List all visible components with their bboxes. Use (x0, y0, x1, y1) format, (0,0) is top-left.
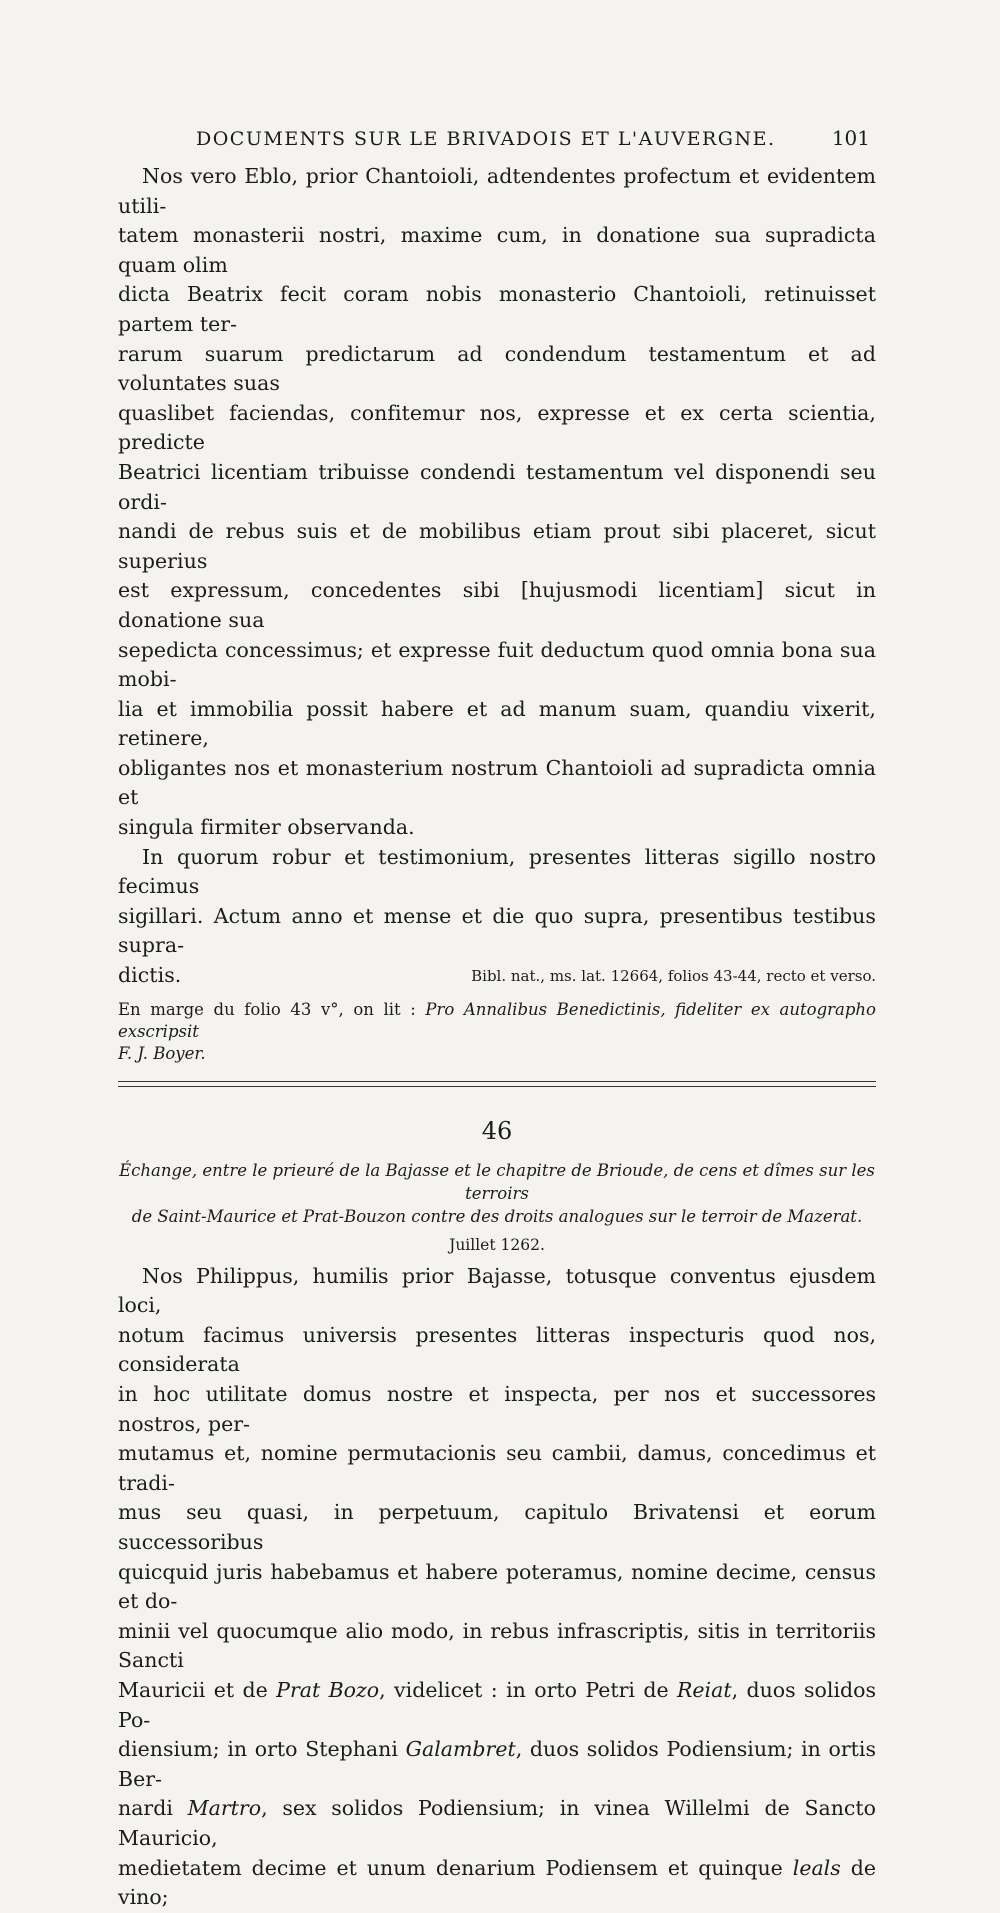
person-name-italic: Galambret (405, 1737, 516, 1762)
paragraph-line: lia et immobilia possit habere et ad manum suam, quandiu vixerit, retinere, (118, 696, 876, 751)
text-run: de vino; (118, 1855, 876, 1910)
place-name-italic: Reiat (676, 1677, 732, 1702)
paragraph-line: est expressum, concedentes sibi [hujusmodi licentiam] sicut in donatione sua (118, 578, 876, 632)
paragraph-line: sigillari. Actum anno et mense et die quo supra, presentibus testibus supra- (118, 903, 876, 958)
paragraph-line (118, 1854, 876, 1913)
text-run: , sex solidos Podiensium; in vinea Willelmi de Sancto Mauricio, (118, 1796, 876, 1850)
document-date: Juillet 1262. (449, 1235, 545, 1254)
note-prefix: En marge du folio 43 v°, on lit : (118, 999, 426, 1019)
document-number: 46 (481, 1116, 513, 1145)
text-run: medietatem decime et unum denarium Podiensem et quinque (118, 1855, 793, 1880)
body-text-1 (118, 162, 876, 991)
paragraph-line: dicta Beatrix fecit coram nobis monasterio Chantoioli, retinuisset partem ter- (118, 282, 876, 336)
citation: Bibl. nat., ms. lat. 12664, folios 43-44, recto et verso. (471, 966, 876, 985)
document-heading (118, 1159, 876, 1228)
paragraph-line: quicquid juris habebamus et habere poteramus, nomine decime, census et do- (118, 1559, 876, 1614)
paragraph-line: mutamus et, nomine permutacionis seu cambii, damus, concedimus et tradi- (118, 1441, 876, 1495)
text-run: Mauricii et de (118, 1677, 277, 1702)
text-run: , duos solidos Po- (118, 1677, 876, 1732)
paragraph-line: nandi de rebus suis et de mobilibus etiam prout sibi placeret, sicut superius (118, 519, 876, 573)
paragraph-line: minii vel quocumque alio modo, in rebus infrascriptis, sitis in territoriis Sancti (118, 1618, 876, 1673)
running-head (118, 124, 876, 154)
note-italic-line1: Pro Annalibus Benedictinis, fideliter ex autographo exscripsit (118, 999, 876, 1041)
running-title: DOCUMENTS SUR LE BRIVADOIS ET L'AUVERGNE. (196, 128, 776, 150)
paragraph-line: notum facimus universis presentes litteras inspecturis quod nos, considerata (118, 1322, 876, 1377)
text-run: diensium; in orto Stephani (118, 1737, 406, 1762)
text-run: nardi (118, 1796, 188, 1821)
paragraph-line (118, 1676, 876, 1735)
text-run: , videlicet : in orto Petri de (379, 1677, 677, 1702)
page-number: 101 (831, 126, 870, 150)
term-italic: leals (792, 1855, 841, 1880)
paragraph-line: rarum suarum predictarum ad condendum testamentum et ad voluntates suas (118, 341, 876, 396)
paragraph-line: singula firmiter observanda. (118, 815, 415, 840)
margin-note (118, 999, 876, 1065)
paragraph-line: in hoc utilitate domus nostre et inspecta, per nos et successores nostros, per- (118, 1382, 876, 1436)
person-name-italic: Martro (187, 1796, 262, 1821)
note-italic-line2: F. J. Boyer. (118, 1043, 206, 1063)
double-rule-divider (118, 1081, 876, 1087)
paragraph-line: Beatrici licentiam tribuisse condendi testamentum vel disponendi seu ordi- (118, 459, 876, 514)
paragraph-line: sepedicta concessimus; et expresse fuit deductum quod omnia bona sua mobi- (118, 637, 876, 692)
paragraph-line: dictis. (118, 963, 182, 988)
paragraph-line: mus seu quasi, in perpetuum, capitulo Brivatensi et eorum successoribus (118, 1500, 876, 1554)
paragraph-line: obligantes nos et monasterium nostrum Chantoioli ad supradicta omnia et (118, 755, 876, 810)
page (118, 124, 876, 1913)
text-run: , duos solidos Podiensium; in ortis Ber- (118, 1737, 877, 1791)
paragraph-line: In quorum robur et testimonium, presentes litteras sigillo nostro fecimus (118, 844, 876, 899)
heading-line-2: de Saint-Maurice et Prat-Bouzon contre des droits analogues sur le terroir de Mazerat. (131, 1206, 863, 1226)
place-name-italic: Prat Bozo (276, 1677, 380, 1702)
paragraph-line: Nos vero Eblo, prior Chantoioli, adtendentes profectum et evidentem utili- (118, 164, 876, 218)
paragraph-line: tatem monasterii nostri, maxime cum, in donatione sua supradicta quam olim (118, 223, 876, 277)
paragraph-line: quaslibet faciendas, confitemur nos, expresse et ex certa scientia, predicte (118, 400, 876, 455)
paragraph-line (118, 1794, 876, 1853)
heading-line-1: Échange, entre le prieuré de la Bajasse et le chapitre de Brioude, de cens et dîmes sur les terroirs (119, 1160, 875, 1203)
body-text-2 (118, 1262, 876, 1913)
paragraph-line (118, 1735, 876, 1794)
paragraph-line: Nos Philippus, humilis prior Bajasse, totusque conventus ejusdem loci, (118, 1263, 876, 1318)
